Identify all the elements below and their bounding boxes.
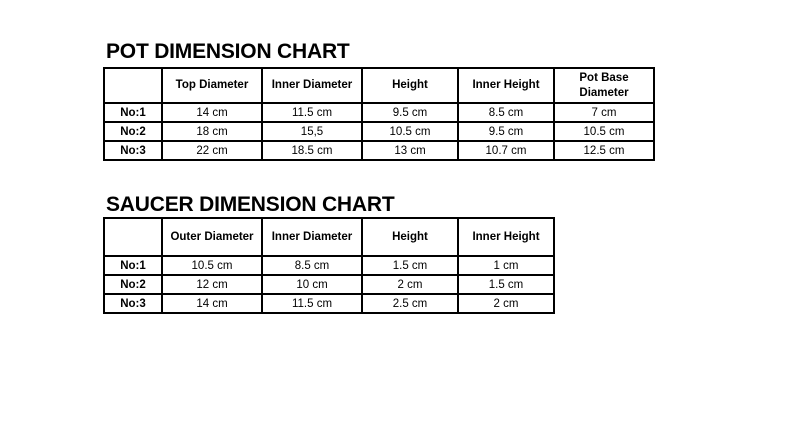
table-cell: 10.5 cm: [554, 122, 654, 141]
column-header: Outer Diameter: [162, 218, 262, 256]
column-header: Inner Height: [458, 218, 554, 256]
table-cell: 8.5 cm: [262, 256, 362, 275]
table-cell: 2.5 cm: [362, 294, 458, 313]
row-header: No:3: [104, 141, 162, 160]
table-cell: 14 cm: [162, 294, 262, 313]
table-cell: 14 cm: [162, 103, 262, 122]
table-row: [104, 256, 554, 275]
table-cell: 11.5 cm: [262, 294, 362, 313]
table-cell: 15,5: [262, 122, 362, 141]
table-cell: 2 cm: [362, 275, 458, 294]
table-cell: 10.5 cm: [362, 122, 458, 141]
table-header-row: [104, 218, 554, 256]
table-row: [104, 294, 554, 313]
row-header: No:1: [104, 256, 162, 275]
column-header: Pot Base Diameter: [554, 68, 654, 103]
table-row: [104, 122, 654, 141]
pot-chart-title: POT DIMENSION CHART: [106, 40, 350, 63]
corner-cell: [104, 218, 162, 256]
table-cell: 10.7 cm: [458, 141, 554, 160]
row-header: No:2: [104, 122, 162, 141]
row-header: No:1: [104, 103, 162, 122]
row-header: No:3: [104, 294, 162, 313]
pot-dimension-table: [103, 67, 655, 161]
table-cell: 11.5 cm: [262, 103, 362, 122]
column-header: Top Diameter: [162, 68, 262, 103]
table-cell: 8.5 cm: [458, 103, 554, 122]
table-cell: 7 cm: [554, 103, 654, 122]
saucer-dimension-table: [103, 217, 555, 314]
column-header: Inner Diameter: [262, 218, 362, 256]
row-header: No:2: [104, 275, 162, 294]
table-cell: 1.5 cm: [458, 275, 554, 294]
table-cell: 18.5 cm: [262, 141, 362, 160]
table-cell: 18 cm: [162, 122, 262, 141]
column-header: Height: [362, 68, 458, 103]
table-cell: 9.5 cm: [362, 103, 458, 122]
column-header: Inner Diameter: [262, 68, 362, 103]
table-cell: 13 cm: [362, 141, 458, 160]
table-cell: 22 cm: [162, 141, 262, 160]
table-row: [104, 141, 654, 160]
table-cell: 9.5 cm: [458, 122, 554, 141]
saucer-chart-title: SAUCER DIMENSION CHART: [106, 193, 395, 216]
table-cell: 12 cm: [162, 275, 262, 294]
table-cell: 1.5 cm: [362, 256, 458, 275]
corner-cell: [104, 68, 162, 103]
table-cell: 12.5 cm: [554, 141, 654, 160]
table-header-row: [104, 68, 654, 103]
table-cell: 10.5 cm: [162, 256, 262, 275]
table-cell: 10 cm: [262, 275, 362, 294]
table-row: [104, 275, 554, 294]
column-header: Inner Height: [458, 68, 554, 103]
table-cell: 1 cm: [458, 256, 554, 275]
table-cell: 2 cm: [458, 294, 554, 313]
table-row: [104, 103, 654, 122]
column-header: Height: [362, 218, 458, 256]
